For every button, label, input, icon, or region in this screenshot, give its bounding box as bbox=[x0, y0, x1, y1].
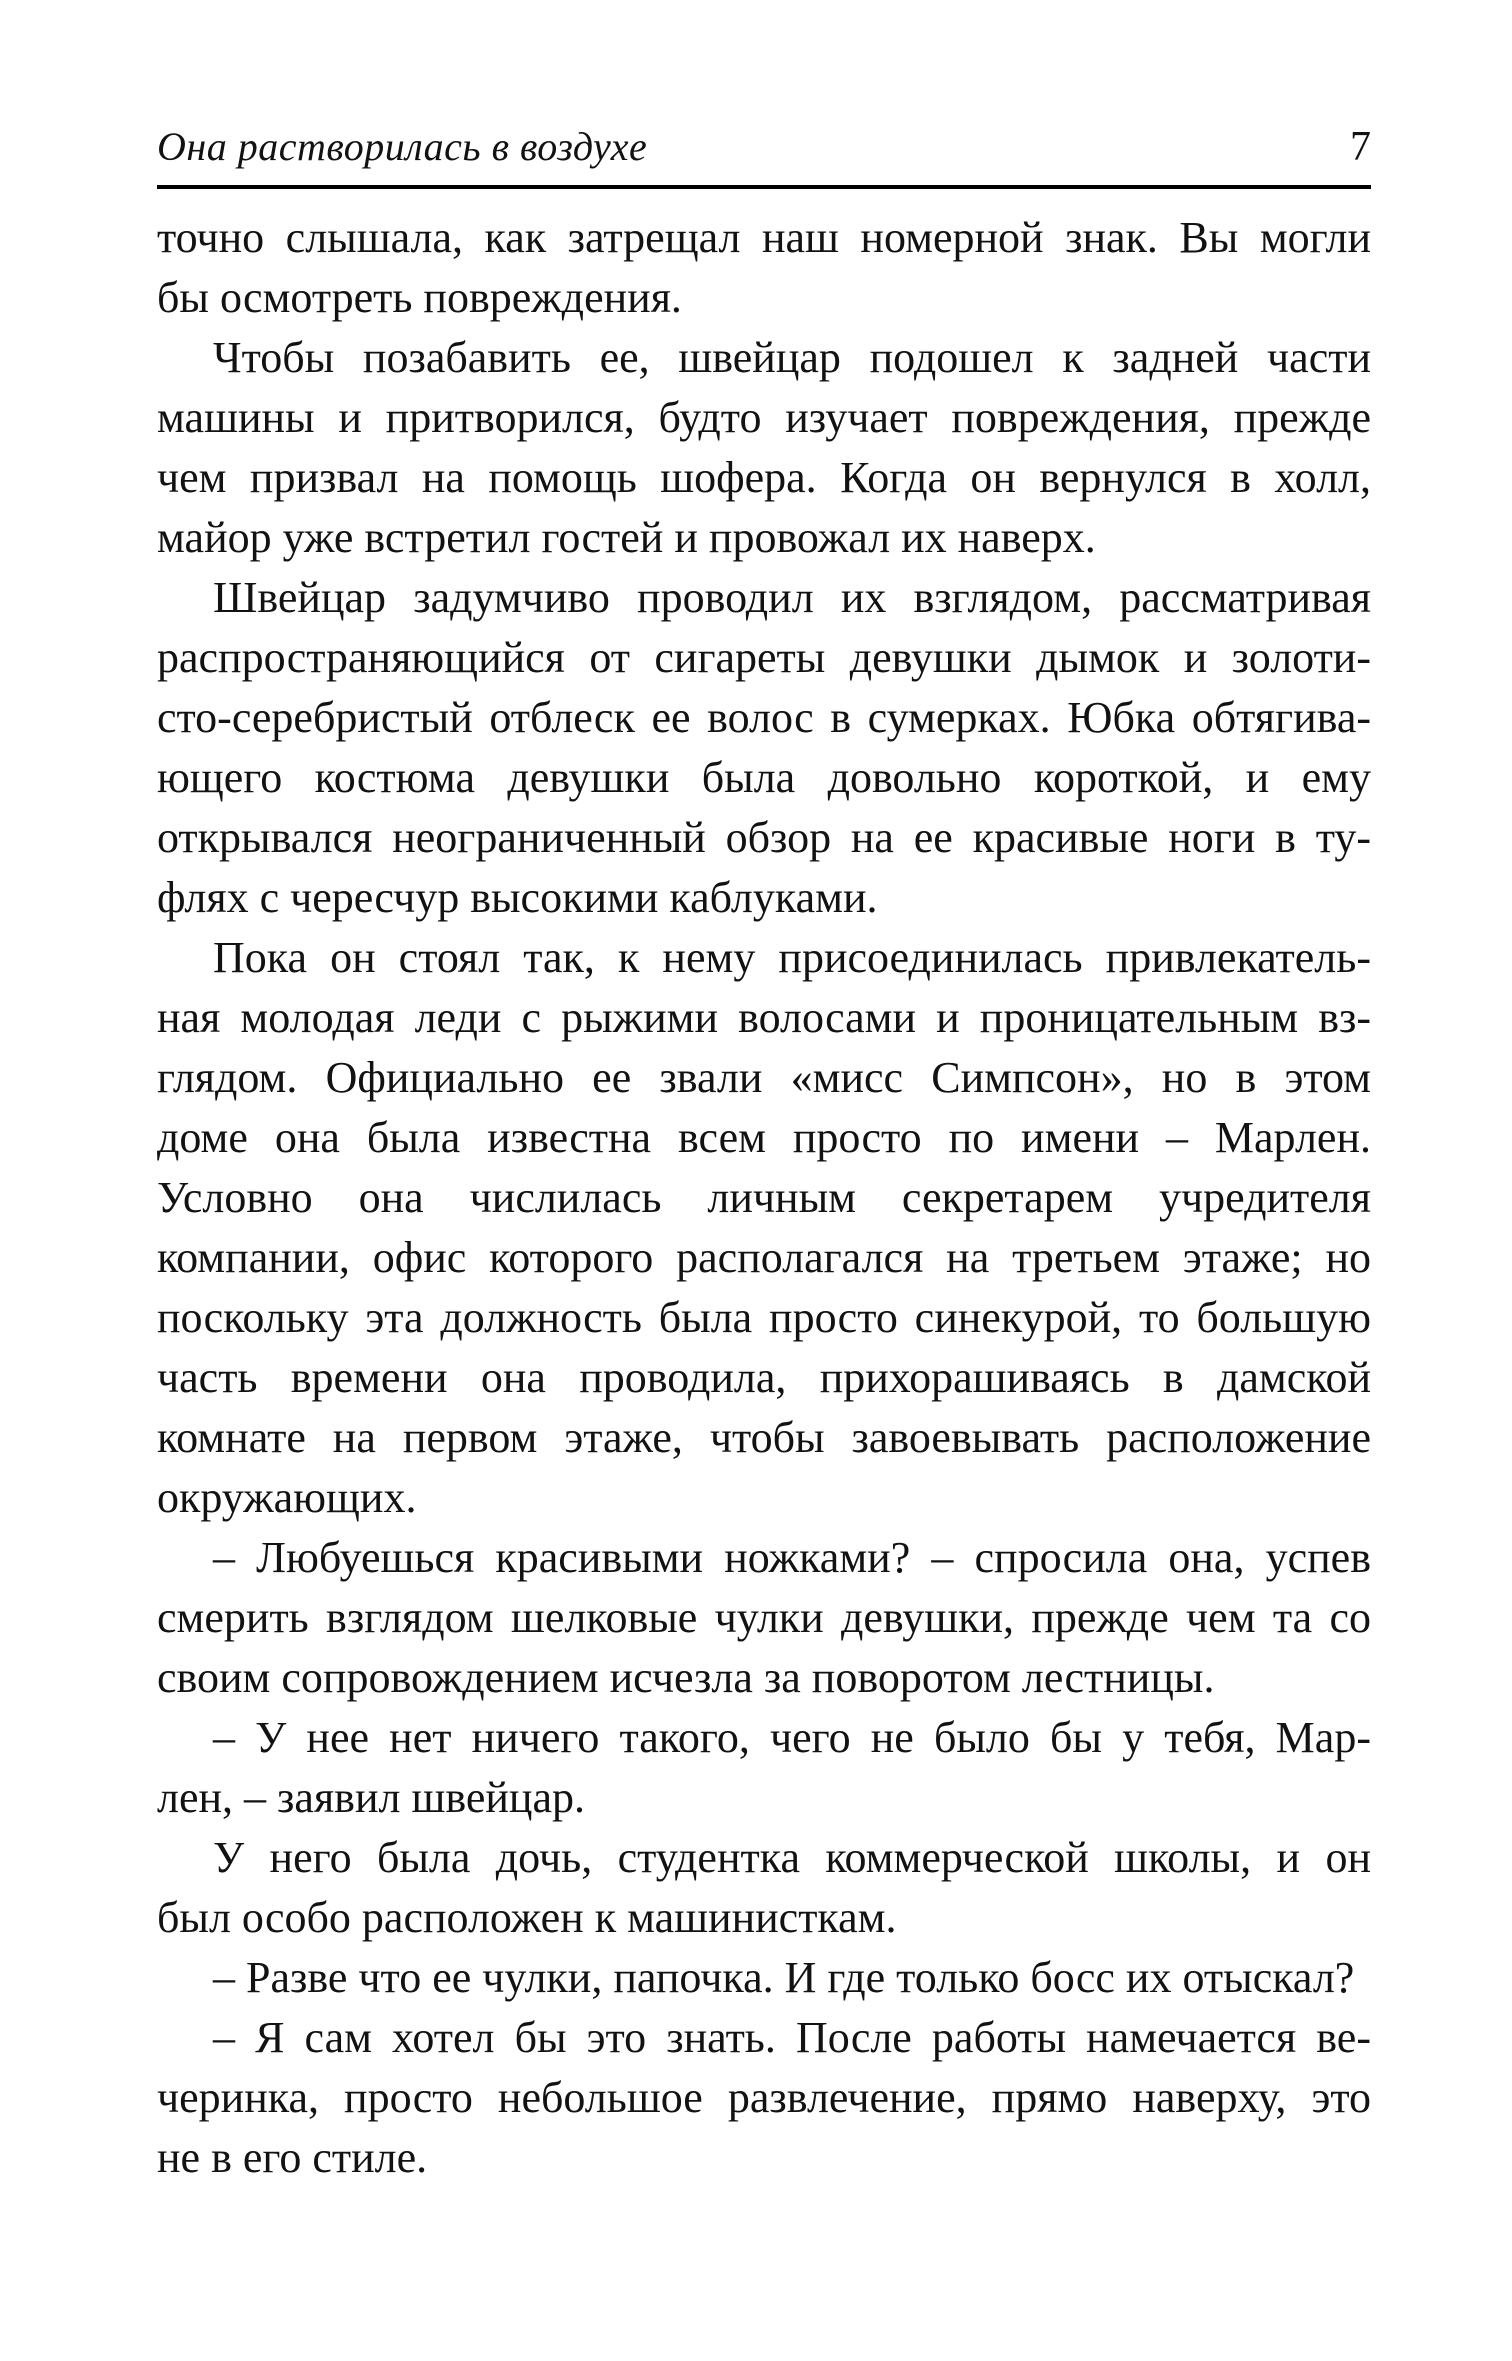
text-line: сто-серебристый отблеск ее волос в сумерках. Юбка обтягива- bbox=[157, 693, 1371, 742]
text-line: майор уже встретил гостей и провожал их наверх. bbox=[157, 513, 1096, 562]
text-line: – У нее нет ничего такого, чего не было бы у тебя, Мар- bbox=[213, 1713, 1371, 1762]
paragraph bbox=[157, 1948, 1371, 2008]
text-line: смерить взглядом шелковые чулки девушки, прежде чем та со bbox=[157, 1593, 1371, 1642]
page-header bbox=[157, 122, 1371, 172]
paragraph bbox=[157, 2008, 1371, 2188]
text-line: не в его стиле. bbox=[157, 2133, 428, 2182]
text-line: чем призвал на помощь шофера. Когда он вернулся в холл, bbox=[157, 453, 1371, 502]
text-line: открывался неограниченный обзор на ее красивые ноги в ту- bbox=[157, 813, 1371, 862]
text-line: – Разве что ее чулки, папочка. И где только босс их отыскал? bbox=[213, 1953, 1355, 2002]
text-line: своим сопровождением исчезла за поворотом лестницы. bbox=[157, 1653, 1215, 1702]
text-line: Швейцар задумчиво проводил их взглядом, рассматривая bbox=[213, 573, 1371, 622]
paragraph bbox=[157, 1708, 1371, 1828]
running-title: Она растворилась в воздухе bbox=[157, 124, 648, 169]
text-line: флях с чересчур высокими каблуками. bbox=[157, 873, 878, 922]
paragraph bbox=[157, 1528, 1371, 1708]
text-line: – Я сам хотел бы это знать. После работы намечается ве- bbox=[213, 2013, 1371, 2062]
text-line: ющего костюма девушки была довольно короткой, и ему bbox=[157, 753, 1371, 802]
paragraph bbox=[157, 328, 1371, 568]
header-rule bbox=[157, 185, 1371, 189]
text-line: часть времени она проводила, прихорашиваясь в дамской bbox=[157, 1353, 1371, 1402]
text-line: Пока он стоял так, к нему присоединилась привлекатель- bbox=[213, 933, 1371, 982]
text-line: Условно она числилась личным секретарем учредителя bbox=[157, 1173, 1371, 1222]
text-line: доме она была известна всем просто по имени – Марлен. bbox=[157, 1113, 1371, 1162]
text-line: компании, офис которого располагался на третьем этаже; но bbox=[157, 1233, 1371, 1282]
text-line: У него была дочь, студентка коммерческой школы, и он bbox=[213, 1833, 1371, 1882]
text-line: комнате на первом этаже, чтобы завоевывать расположение bbox=[157, 1413, 1371, 1462]
text-line: Чтобы позабавить ее, швейцар подошел к задней части bbox=[213, 333, 1371, 382]
text-line: глядом. Официально ее звали «мисс Симпсон», но в этом bbox=[157, 1053, 1371, 1102]
text-line: точно слышала, как затрещал наш номерной знак. Вы могли bbox=[157, 213, 1371, 262]
text-line: черинка, просто небольшое развлечение, прямо наверху, это bbox=[157, 2073, 1371, 2122]
page-number: 7 bbox=[1350, 124, 1371, 170]
text-line: ная молодая леди с рыжими волосами и проницательным вз- bbox=[157, 993, 1371, 1042]
text-line: машины и притворился, будто изучает повреждения, прежде bbox=[157, 393, 1371, 442]
text-line: лен, – заявил швейцар. bbox=[157, 1773, 586, 1822]
paragraph bbox=[157, 568, 1371, 928]
text-line: – Любуешься красивыми ножками? – спросила она, успев bbox=[213, 1533, 1371, 1582]
paragraph bbox=[157, 1828, 1371, 1948]
text-line: окружающих. bbox=[157, 1473, 417, 1522]
text-line: бы осмотреть повреждения. bbox=[157, 273, 682, 322]
body-text bbox=[157, 208, 1371, 2188]
paragraph bbox=[157, 928, 1371, 1528]
text-line: распространяющийся от сигареты девушки дымок и золоти- bbox=[157, 633, 1371, 682]
text-line: был особо расположен к машинисткам. bbox=[157, 1893, 897, 1942]
paragraph bbox=[157, 208, 1371, 328]
text-line: поскольку эта должность была просто синекурой, то большую bbox=[157, 1293, 1371, 1342]
